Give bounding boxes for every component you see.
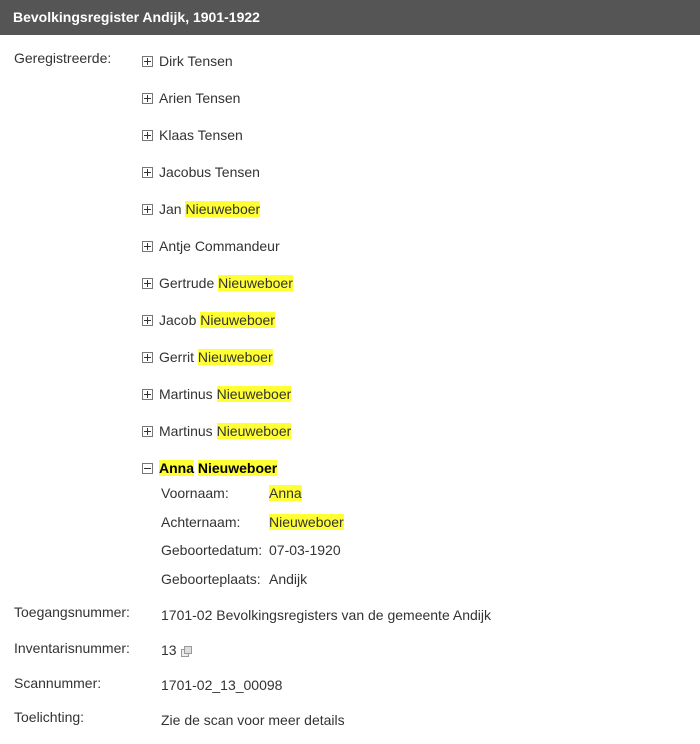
- person-name[interactable]: Anna Nieuweboer: [159, 460, 278, 476]
- person-name[interactable]: Gertrude Nieuweboer: [159, 275, 293, 291]
- expand-icon[interactable]: [142, 241, 153, 252]
- person-item[interactable]: [142, 88, 240, 108]
- detail-label: Achternaam:: [161, 514, 241, 530]
- expand-icon[interactable]: [142, 315, 153, 326]
- note-value: Zie de scan voor meer details: [161, 712, 345, 728]
- collapse-icon[interactable]: [142, 463, 153, 474]
- person-name[interactable]: Arien Tensen: [159, 90, 241, 106]
- person-name[interactable]: Dirk Tensen: [159, 53, 233, 69]
- person-item-expanded[interactable]: [142, 458, 277, 478]
- expand-icon[interactable]: [142, 130, 153, 141]
- external-link-icon[interactable]: [181, 646, 191, 656]
- detail-value: Nieuweboer: [269, 514, 344, 530]
- inventory-label: Inventarisnummer:: [14, 640, 130, 656]
- detail-label: Geboorteplaats:: [161, 571, 261, 587]
- detail-label: Geboortedatum:: [161, 542, 263, 558]
- detail-firstname: [161, 483, 302, 503]
- person-item[interactable]: [142, 421, 291, 441]
- person-name[interactable]: Martinus Nieuweboer: [159, 423, 292, 439]
- detail-value: Anna: [269, 485, 302, 501]
- person-name[interactable]: Martinus Nieuweboer: [159, 386, 292, 402]
- expand-icon[interactable]: [142, 426, 153, 437]
- person-item[interactable]: [142, 162, 260, 182]
- person-item[interactable]: [142, 125, 243, 145]
- expand-icon[interactable]: [142, 93, 153, 104]
- detail-birthdate: [161, 540, 341, 560]
- expand-icon[interactable]: [142, 352, 153, 363]
- person-name[interactable]: Klaas Tensen: [159, 127, 243, 143]
- person-item[interactable]: [142, 236, 280, 256]
- access-label: Toegangsnummer:: [14, 604, 130, 620]
- expand-icon[interactable]: [142, 389, 153, 400]
- page-title: Bevolkingsregister Andijk, 1901-1922: [13, 9, 260, 25]
- person-item[interactable]: [142, 347, 273, 367]
- scan-label: Scannummer:: [14, 675, 102, 691]
- detail-birthplace: [161, 569, 307, 589]
- person-item[interactable]: [142, 384, 291, 404]
- detail-label: Voornaam:: [161, 485, 229, 501]
- expand-icon[interactable]: [142, 278, 153, 289]
- expand-icon[interactable]: [142, 56, 153, 67]
- person-name[interactable]: Jan Nieuweboer: [159, 201, 261, 217]
- registered-label: Geregistreerde:: [14, 50, 112, 66]
- inventory-value[interactable]: [161, 642, 191, 658]
- note-label: Toelichting:: [14, 709, 85, 725]
- detail-value: Andijk: [269, 571, 308, 587]
- expand-icon[interactable]: [142, 167, 153, 178]
- inventory-link[interactable]: 13: [161, 642, 177, 658]
- person-item[interactable]: [142, 310, 275, 330]
- person-name[interactable]: Jacob Nieuweboer: [159, 312, 275, 328]
- detail-value: 07-03-1920: [269, 542, 341, 558]
- person-item[interactable]: [142, 273, 293, 293]
- access-value: 1701-02 Bevolkingsregisters van de gemeente Andijk: [161, 607, 491, 623]
- detail-lastname: [161, 512, 344, 532]
- person-item[interactable]: [142, 199, 260, 219]
- scan-value: 1701-02_13_00098: [161, 677, 283, 693]
- person-name[interactable]: Gerrit Nieuweboer: [159, 349, 273, 365]
- expand-icon[interactable]: [142, 204, 153, 215]
- page-header: [0, 0, 700, 35]
- person-name[interactable]: Antje Commandeur: [159, 238, 280, 254]
- person-name[interactable]: Jacobus Tensen: [159, 164, 260, 180]
- person-item[interactable]: [142, 51, 233, 71]
